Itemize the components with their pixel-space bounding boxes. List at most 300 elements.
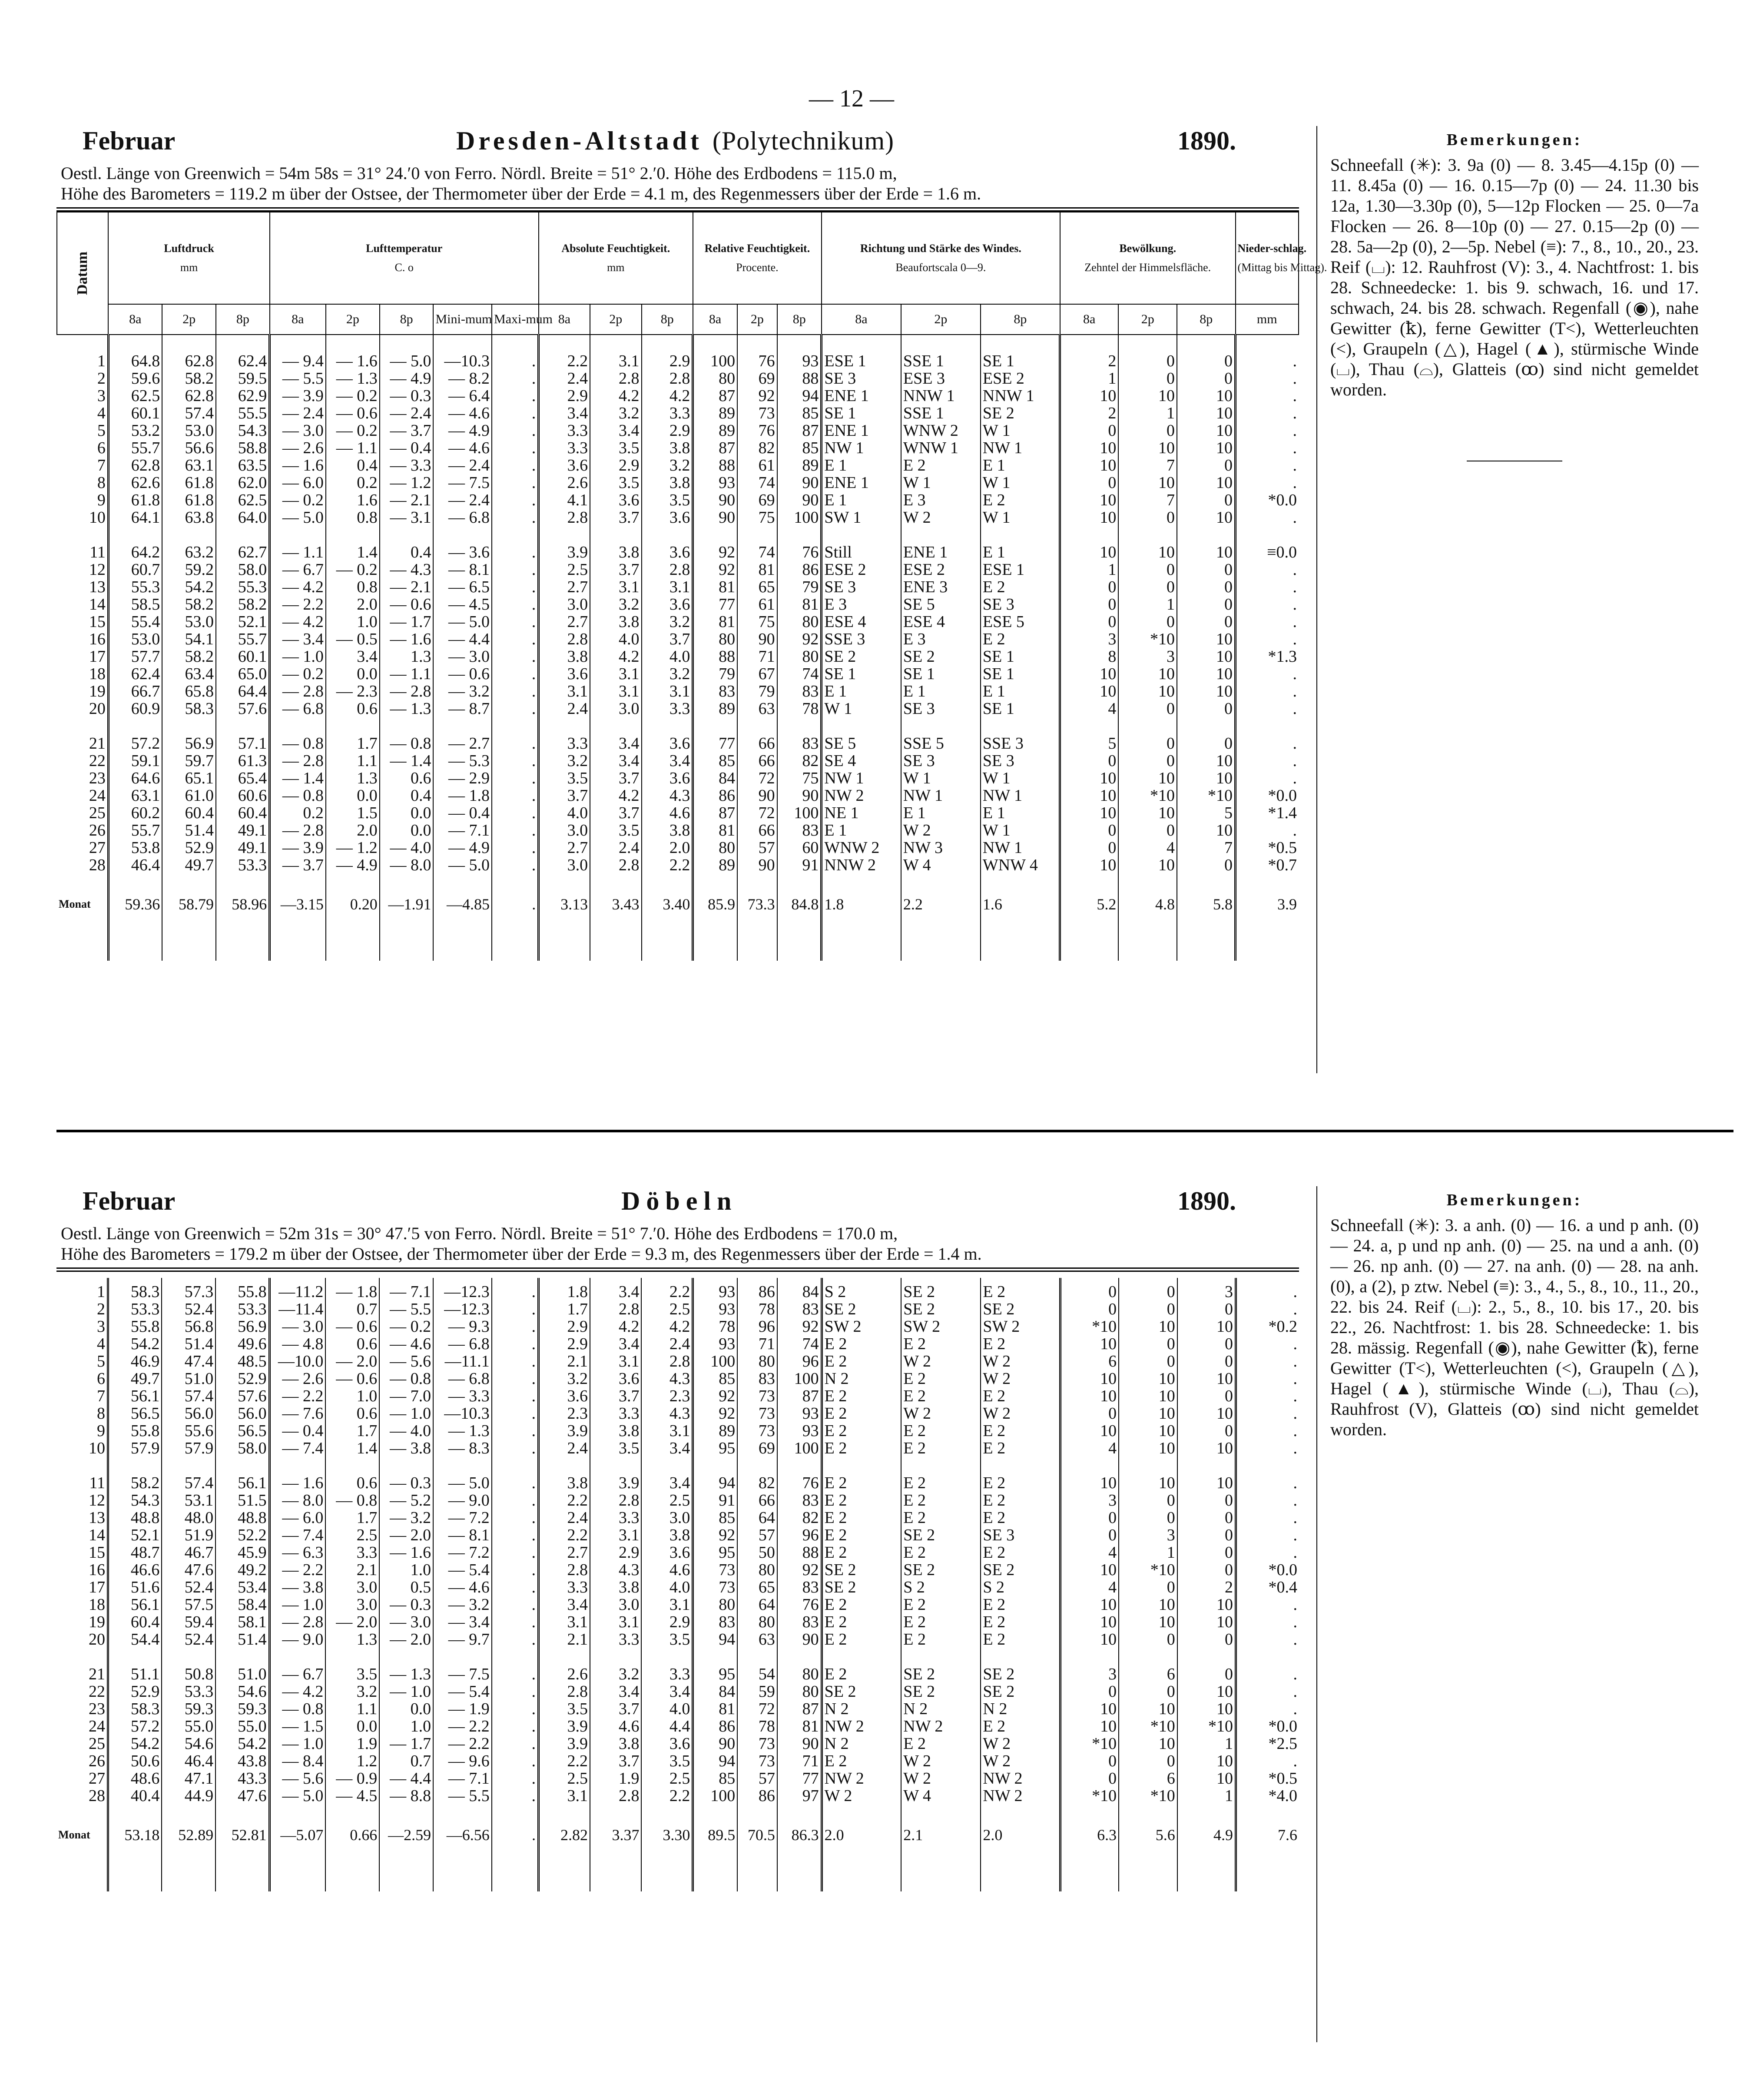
value-cell: E 1 [981, 804, 1060, 822]
value-cell: 61.8 [108, 491, 162, 509]
value-cell: 55.8 [108, 1422, 162, 1440]
value-cell: — 3.2 [433, 1596, 492, 1613]
header-bew-label: Bewölkung. [1119, 242, 1177, 255]
value-cell: 3.8 [590, 613, 641, 630]
value-cell: . [1236, 1440, 1299, 1457]
value-cell [162, 717, 216, 735]
value-cell: — 4.9 [326, 856, 380, 874]
value-cell: 2.8 [538, 1683, 590, 1700]
remarks-panel [1316, 1186, 1699, 2042]
value-cell: — 2.1 [380, 578, 434, 596]
value-cell: 0 [1177, 856, 1236, 874]
value-cell [108, 935, 162, 961]
value-cell: 3.0 [539, 596, 590, 613]
value-cell: 10 [1060, 683, 1119, 700]
table-row [57, 422, 1299, 439]
value-cell: . [1236, 1665, 1299, 1683]
value-cell: 58.3 [162, 700, 216, 717]
value-cell: — 1.8 [433, 787, 492, 804]
spacer-row [56, 1648, 1299, 1665]
value-cell: 10 [1118, 387, 1177, 405]
value-cell: 74 [737, 544, 777, 561]
value-cell: . [492, 1683, 539, 1700]
value-cell: . [492, 787, 539, 804]
value-cell: . [492, 1300, 539, 1318]
value-cell: E 2 [981, 1596, 1060, 1613]
value-cell: 55.7 [216, 630, 270, 648]
value-cell: 0.20 [326, 874, 380, 935]
header-bew-unit: Zehntel der Himmelsfläche. [1084, 261, 1211, 274]
table-row [57, 856, 1299, 874]
value-cell: 58.2 [108, 1474, 162, 1492]
value-cell: 3.4 [590, 1283, 641, 1300]
value-cell: NW 1 [981, 839, 1060, 856]
value-cell: SE 3 [822, 578, 901, 596]
value-cell: 4.2 [590, 387, 641, 405]
value-cell: 57.7 [108, 648, 162, 665]
value-cell: 6 [1119, 1665, 1177, 1683]
value-cell: 2.8 [590, 1300, 641, 1318]
value-cell: — 4.4 [379, 1770, 433, 1787]
value-cell: 93 [693, 474, 737, 491]
subheader-cell: 2p [901, 304, 981, 335]
value-cell: 62.9 [216, 387, 270, 405]
value-cell: 80 [777, 648, 822, 665]
value-cell [642, 526, 693, 544]
value-cell: 85 [693, 1370, 737, 1387]
value-cell: 3.7 [590, 561, 641, 578]
value-cell: SE 1 [901, 665, 981, 683]
value-cell: NE 1 [822, 804, 901, 822]
value-cell: E 2 [822, 1440, 901, 1457]
value-cell: 0 [1060, 422, 1119, 439]
value-cell: . [492, 405, 539, 422]
value-cell: 92 [737, 387, 777, 405]
value-cell: 2.1 [538, 1631, 590, 1648]
value-cell: 2.82 [538, 1805, 590, 1865]
value-cell: W 1 [901, 770, 981, 787]
value-cell: 59.2 [162, 561, 216, 578]
value-cell: E 2 [901, 1544, 981, 1561]
value-cell: 3.3 [642, 405, 693, 422]
value-cell [108, 1865, 162, 1891]
value-cell: *0.5 [1236, 839, 1299, 856]
value-cell: 1 [1177, 1787, 1236, 1805]
value-cell: E 2 [981, 1509, 1060, 1526]
value-cell: . [1236, 735, 1299, 752]
value-cell: 2.7 [539, 613, 590, 630]
value-cell: 58.0 [216, 561, 270, 578]
value-cell: 58.79 [162, 874, 216, 935]
value-cell: 0 [1060, 474, 1119, 491]
table-row [56, 1787, 1299, 1805]
table-header [56, 1186, 1299, 1223]
value-cell: 10 [1061, 1370, 1119, 1387]
value-cell: 0 [1119, 1492, 1177, 1509]
value-cell: SW 1 [822, 509, 901, 526]
value-cell: 3.1 [641, 1596, 693, 1613]
day-cell: 15 [88, 1543, 105, 1562]
value-cell: 62.4 [216, 352, 270, 370]
value-cell: — 4.5 [433, 596, 492, 613]
value-cell [539, 526, 590, 544]
value-cell: 93 [693, 1283, 737, 1300]
value-cell: 0 [1177, 1300, 1236, 1318]
value-cell: . [492, 370, 539, 387]
value-cell: 60.6 [216, 787, 270, 804]
value-cell: 4.3 [590, 1561, 641, 1579]
value-cell: E 2 [822, 1752, 901, 1770]
table-row [56, 1335, 1299, 1353]
value-cell: 10 [1061, 1613, 1119, 1631]
value-cell: 57.6 [215, 1387, 269, 1405]
value-cell: 10 [1060, 665, 1119, 683]
value-cell: — 2.8 [270, 822, 326, 839]
value-cell: 10 [1177, 405, 1236, 422]
value-cell: W 1 [822, 700, 901, 717]
value-cell: — 5.0 [433, 1474, 492, 1492]
value-cell: — 4.6 [433, 439, 492, 457]
value-cell: — 1.7 [379, 1735, 433, 1752]
value-cell: 10 [1119, 1735, 1177, 1752]
value-cell [108, 526, 162, 544]
value-cell: W 1 [981, 509, 1060, 526]
value-cell: 10 [1060, 439, 1119, 457]
table-row [56, 1665, 1299, 1683]
value-cell: — 2.6 [270, 439, 326, 457]
value-cell: . [492, 1770, 539, 1787]
value-cell [693, 935, 737, 961]
value-cell: E 2 [981, 1544, 1060, 1561]
value-cell: 62.7 [216, 544, 270, 561]
value-cell: 5 [1060, 735, 1119, 752]
value-cell: 64.6 [108, 770, 162, 787]
value-cell: E 2 [981, 1335, 1060, 1353]
value-cell: 7 [1118, 491, 1177, 509]
value-cell: 3.40 [642, 874, 693, 935]
table-row [57, 770, 1299, 787]
value-cell: 100 [777, 509, 822, 526]
value-cell [492, 717, 539, 735]
table-row [57, 561, 1299, 578]
value-cell: 4.3 [641, 1405, 693, 1422]
value-cell: 95 [693, 1440, 737, 1457]
value-cell: NW 2 [981, 1787, 1060, 1805]
value-cell: — 2.6 [269, 1370, 325, 1387]
value-cell: N 2 [822, 1700, 901, 1718]
value-cell: 3.8 [538, 1474, 590, 1492]
value-cell: 1 [1118, 596, 1177, 613]
institution: (Polytechnikum) [712, 126, 895, 155]
value-cell: E 2 [981, 578, 1060, 596]
value-cell: 54.1 [162, 630, 216, 648]
value-cell: 53.0 [162, 613, 216, 630]
value-cell: — 4.0 [379, 1422, 433, 1440]
value-cell: 48.8 [108, 1509, 162, 1526]
value-cell: 3.37 [590, 1805, 641, 1865]
value-cell: 0.4 [380, 787, 434, 804]
value-cell: 61 [737, 457, 777, 474]
value-cell: 64.2 [108, 544, 162, 561]
value-cell: 50.6 [108, 1752, 162, 1770]
value-cell: 3.6 [590, 491, 641, 509]
value-cell: 10 [1177, 1596, 1236, 1613]
value-cell: 4 [1061, 1579, 1119, 1596]
value-cell: 43.3 [215, 1770, 269, 1787]
value-cell: 1.7 [538, 1300, 590, 1318]
day-cell [56, 1648, 108, 1665]
value-cell: — 2.2 [433, 1718, 492, 1735]
value-cell: N 2 [822, 1370, 901, 1387]
table-row [56, 1718, 1299, 1735]
subheader-cell: 8p [380, 304, 434, 335]
value-cell: 2.6 [539, 474, 590, 491]
value-cell: . [492, 422, 539, 439]
value-cell [901, 1865, 981, 1891]
value-cell: 10 [1061, 1387, 1119, 1405]
value-cell: — 2.8 [269, 1613, 325, 1631]
station-name: Dresden-Altstadt [456, 126, 703, 155]
value-cell: 3.2 [590, 405, 641, 422]
value-cell: 51.5 [215, 1492, 269, 1509]
value-cell: 60.4 [216, 804, 270, 822]
value-cell: 57.3 [162, 1283, 215, 1300]
double-rule [56, 207, 1299, 212]
value-cell [822, 335, 901, 352]
value-cell: 3.43 [590, 874, 641, 935]
value-cell: 95 [693, 1665, 737, 1683]
value-cell: 4.6 [590, 1718, 641, 1735]
value-cell: . [1236, 752, 1299, 770]
value-cell: W 1 [981, 422, 1060, 439]
value-cell [693, 335, 737, 352]
value-cell: 92 [777, 630, 822, 648]
value-cell: 4.0 [539, 804, 590, 822]
value-cell: 4 [1060, 700, 1119, 717]
value-cell: 0 [1118, 561, 1177, 578]
value-cell: 0 [1119, 1509, 1177, 1526]
value-cell: 10 [1177, 387, 1236, 405]
value-cell: 0.6 [326, 700, 380, 717]
value-cell: —10.3 [433, 1405, 492, 1422]
value-cell: 10 [1060, 491, 1119, 509]
value-cell [737, 935, 777, 961]
value-cell: 2.9 [538, 1335, 590, 1353]
value-cell: 3.9 [1236, 874, 1299, 935]
value-cell: 52.81 [215, 1805, 269, 1865]
value-cell: 53.1 [162, 1492, 215, 1509]
value-cell: 80 [777, 613, 822, 630]
value-cell: 51.0 [215, 1665, 269, 1683]
value-cell: 100 [777, 1370, 822, 1387]
value-cell: 3.8 [642, 474, 693, 491]
value-cell: 59.4 [162, 1613, 215, 1631]
value-cell [1236, 1648, 1299, 1665]
value-cell: 53.3 [215, 1300, 269, 1318]
value-cell: 10 [1118, 770, 1177, 787]
value-cell: 97 [777, 1787, 822, 1805]
value-cell: 52.9 [108, 1683, 162, 1700]
value-cell: 61.0 [162, 787, 216, 804]
value-cell: SE 2 [981, 1561, 1060, 1579]
value-cell: 59.6 [108, 370, 162, 387]
value-cell: E 2 [822, 1474, 901, 1492]
value-cell: NW 1 [822, 439, 901, 457]
remarks-text: Schneefall (✳): 3. 9a (0) — 8. 3.45—4.15p (0) — 11. 8.45a (0) — 16. 0.15—7p (0) — 24. 11.30 bis 12a, 1.30—3.30p (0), 5—12p Flocken — 25. 0—7a Flocken — 26. 8—10p (0) — 27. 0.15—2p (0) — 28. 5a—2p (0), 2—5p. Nebel (≡): 7., 8., 10., 20., 23. Reif (⌴): 12. Rauhfrost (V): 3., 4. Nachtfrost: 1. bis 28. Schneedecke: 1. bis 9. schwach, 16. und 17. schwach, 24. bis 28. schwach. Regenfall (◉), nahe Gewitter (ꝁ), ferne Gewitter (T<), Wetterleuchten (<), Graupeln (△), Hagel (▲), stürmische Winde (⌴), Thau (⌓), Glatteis (ꝏ) sind nicht gemeldet worden. [1330, 155, 1699, 399]
value-cell: — 2.0 [379, 1631, 433, 1648]
value-cell: 59.3 [215, 1700, 269, 1718]
value-cell: 2.2 [538, 1752, 590, 1770]
day-cell: 6 [97, 439, 106, 457]
table-row [57, 752, 1299, 770]
value-cell: 0.8 [326, 578, 380, 596]
value-cell: 83 [737, 1370, 777, 1387]
value-cell [1061, 1648, 1119, 1665]
value-cell: 86 [737, 1787, 777, 1805]
value-cell: — 0.5 [326, 630, 380, 648]
value-cell: 3.9 [590, 1474, 641, 1492]
day-cell [57, 526, 108, 544]
value-cell: 3.1 [538, 1613, 590, 1631]
page-number: — 12 — [809, 85, 894, 112]
value-cell: 0.5 [379, 1579, 433, 1596]
value-cell: SE 2 [822, 1579, 901, 1596]
day-cell: 24 [89, 786, 106, 805]
value-cell: 2.4 [641, 1335, 693, 1353]
value-cell: 3.5 [590, 439, 641, 457]
value-cell: 3.6 [642, 770, 693, 787]
value-cell: 93 [693, 1300, 737, 1318]
value-cell [216, 935, 270, 961]
value-cell: 3.3 [590, 1509, 641, 1526]
value-cell: 46.9 [108, 1353, 162, 1370]
value-cell: 2.1 [901, 1805, 981, 1865]
value-cell: *1.4 [1236, 804, 1299, 822]
value-cell: — 1.6 [269, 1474, 325, 1492]
value-cell: NW 2 [822, 787, 901, 804]
value-cell: 2.4 [539, 700, 590, 717]
value-cell: 62.8 [162, 352, 216, 370]
value-cell: . [492, 630, 539, 648]
header-wind-unit: Beaufortscala 0—9. [895, 261, 986, 274]
value-cell: 49.7 [162, 856, 216, 874]
value-cell: 10 [1177, 1405, 1236, 1422]
value-cell: — 0.8 [325, 1492, 379, 1509]
value-cell: 10 [1177, 822, 1236, 839]
value-cell: 0 [1060, 578, 1119, 596]
value-cell: . [492, 1544, 539, 1561]
value-cell: 10 [1119, 1422, 1177, 1440]
value-cell: 3 [1119, 1526, 1177, 1544]
value-cell: — 2.8 [270, 752, 326, 770]
value-cell: — 7.2 [433, 1544, 492, 1561]
value-cell: 10 [1177, 1318, 1236, 1335]
value-cell: 3.2 [325, 1683, 379, 1700]
value-cell: E 2 [822, 1387, 901, 1405]
value-cell: — 5.0 [433, 613, 492, 630]
value-cell: 2.2 [538, 1492, 590, 1509]
value-cell: — 6.8 [433, 1335, 492, 1353]
value-cell: Still [822, 544, 901, 561]
value-cell: 2.0 [981, 1805, 1060, 1865]
value-cell: E 1 [822, 683, 901, 700]
value-cell: 63.1 [108, 787, 162, 804]
value-cell: 47.6 [162, 1561, 215, 1579]
table-row [57, 509, 1299, 526]
value-cell: 0 [1118, 422, 1177, 439]
value-cell: — 0.4 [269, 1422, 325, 1440]
value-cell: 0 [1177, 561, 1236, 578]
value-cell: 3.7 [590, 1387, 641, 1405]
value-cell: 2.9 [642, 352, 693, 370]
value-cell [981, 1457, 1060, 1474]
day-cell: 25 [88, 1735, 105, 1753]
value-cell: 80 [693, 839, 737, 856]
value-cell: 57.1 [216, 735, 270, 752]
value-cell: 0 [1060, 752, 1119, 770]
value-cell: 71 [777, 1752, 822, 1770]
day-cell: 4 [96, 1335, 105, 1353]
value-cell [433, 1865, 492, 1891]
value-cell: 2.5 [641, 1300, 693, 1318]
value-cell [777, 1865, 822, 1891]
value-cell: 84 [777, 1283, 822, 1300]
value-cell: —5.07 [269, 1805, 325, 1865]
value-cell: 3.6 [642, 509, 693, 526]
value-cell: 80 [693, 1596, 737, 1613]
value-cell: 58.2 [162, 370, 216, 387]
value-cell: 4 [1061, 1544, 1119, 1561]
value-cell: 5.2 [1060, 874, 1119, 935]
value-cell: . [1236, 1613, 1299, 1631]
value-cell: 51.4 [215, 1631, 269, 1648]
value-cell: . [492, 578, 539, 596]
value-cell: 3.7 [590, 770, 641, 787]
value-cell: — 5.6 [269, 1770, 325, 1787]
day-cell [56, 1457, 108, 1474]
value-cell: 4.0 [641, 1579, 693, 1596]
value-cell: . [492, 874, 539, 935]
value-cell: 3.4 [590, 422, 641, 439]
value-cell: 48.0 [162, 1509, 215, 1526]
value-cell [216, 335, 270, 352]
value-cell: 0 [1177, 700, 1236, 717]
value-cell: . [492, 1440, 539, 1457]
value-cell: 3.2 [642, 613, 693, 630]
day-cell: 17 [88, 1578, 105, 1596]
value-cell: 3.0 [590, 1596, 641, 1613]
value-cell [326, 717, 380, 735]
value-cell: — 1.7 [380, 613, 434, 630]
value-cell: 56.1 [108, 1387, 162, 1405]
header-abs-label: Absolute Feuchtigkeit. [561, 242, 670, 255]
value-cell: 82 [737, 439, 777, 457]
value-cell: *0.5 [1236, 1770, 1299, 1787]
day-cell: 23 [88, 1700, 105, 1718]
day-cell: 15 [89, 613, 106, 631]
spacer-row [57, 717, 1299, 735]
value-cell: — 0.6 [433, 665, 492, 683]
value-cell: — 4.2 [269, 1683, 325, 1700]
value-cell: 100 [693, 1353, 737, 1370]
value-cell: W 1 [981, 822, 1060, 839]
value-cell: 53.4 [215, 1579, 269, 1596]
value-cell: 3.4 [590, 1335, 641, 1353]
value-cell [215, 1865, 269, 1891]
value-cell: . [1236, 1544, 1299, 1561]
value-cell [1177, 1457, 1236, 1474]
value-cell: . [1236, 352, 1299, 370]
